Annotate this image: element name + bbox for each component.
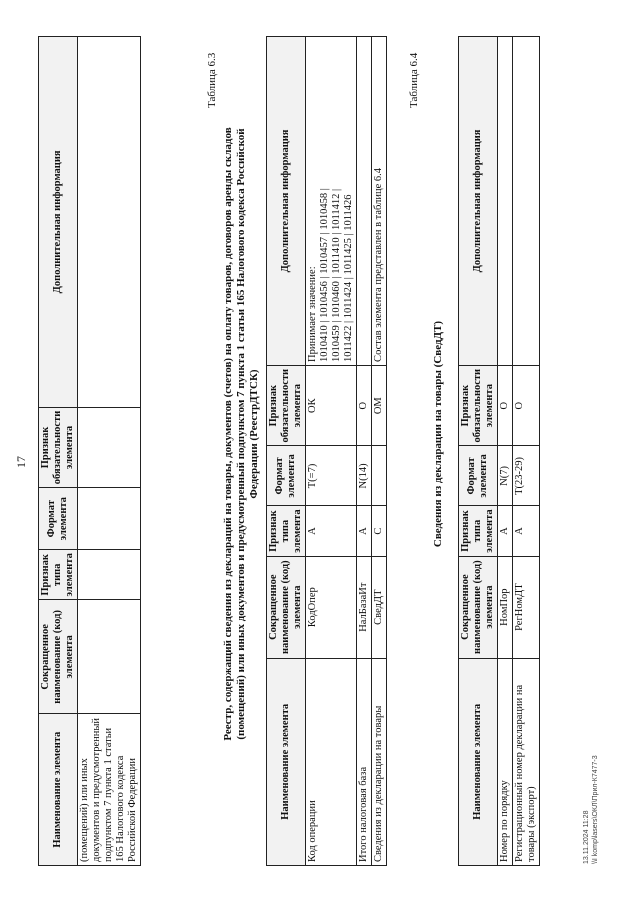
header-name: Наименование элемента xyxy=(459,658,498,865)
table-row xyxy=(357,37,372,866)
header-code: Сокращенное наименование (код) элемента xyxy=(267,556,306,658)
cell-extra: Состав элемента представлен в таблице 6.4 xyxy=(372,37,387,366)
table-header-row xyxy=(39,37,78,866)
table-row xyxy=(78,37,141,866)
cell-name: Код операции xyxy=(306,658,357,865)
header-mandatory: Признак обязательности элемента xyxy=(39,407,78,488)
header-mandatory: Признак обязательности элемента xyxy=(459,365,498,446)
cell-mandatory: ОМ xyxy=(372,365,387,446)
header-type: Признак типа элемента xyxy=(267,506,306,556)
cell-mandatory: О xyxy=(357,365,372,446)
table-row xyxy=(498,37,513,866)
stamp-path: \\I komp\lasers\ОКЛ\Прил-К7477-3 xyxy=(592,755,599,864)
cell-type: С xyxy=(372,506,387,556)
cell-mandatory: О xyxy=(513,365,540,446)
page-number: 17 xyxy=(14,456,28,468)
table-continuation xyxy=(38,36,141,866)
cell-extra xyxy=(498,37,513,366)
table-label-6-3: Таблица 6.3 xyxy=(206,52,218,108)
cell-mandatory: О xyxy=(498,365,513,446)
header-format: Формат элемента xyxy=(267,446,306,506)
cell-type: А xyxy=(498,506,513,556)
header-name: Наименование элемента xyxy=(267,658,306,865)
cell-format: T(23-29) xyxy=(513,446,540,506)
cell-code: СведДТ xyxy=(372,556,387,658)
table-6-4 xyxy=(458,36,540,866)
table-6-3 xyxy=(266,36,387,866)
cell-name: Сведения из декларации на товары xyxy=(372,658,387,865)
cell-mandatory: ОК xyxy=(306,365,357,446)
header-format: Формат элемента xyxy=(459,446,498,506)
cell-type: А xyxy=(513,506,540,556)
cell-extra xyxy=(513,37,540,366)
header-code: Сокращенное наименование (код) элемента xyxy=(459,556,498,658)
cell-name: Регистрационный номер декларации на товары (экспорт) xyxy=(513,658,540,865)
table-title-6-3: Реестр, содержащий сведения из деклараций на товары, документов (счетов) на оплату товаров, договоров аренды складов (помещений) или иных документов и предусмотренный подпунктом 7 пункта 1 статьи 165 Налогового кодекса Российской Федерации (РеестрДТСК) xyxy=(222,127,260,741)
extra-line: 1011422 | 1011424 | 1011425 | 1011426 xyxy=(343,194,354,362)
header-extra: Дополнительная информация xyxy=(267,37,306,366)
header-format: Формат элемента xyxy=(39,488,78,550)
cell-extra xyxy=(306,37,357,366)
extra-line: Принимает значение: xyxy=(307,266,318,362)
cell-extra xyxy=(357,37,372,366)
table-row xyxy=(513,37,540,866)
cell-format: T(=7) xyxy=(306,446,357,506)
header-mandatory: Признак обязательности элемента xyxy=(267,365,306,446)
cell-code: РегНомДТ xyxy=(513,556,540,658)
print-stamp xyxy=(582,755,600,864)
cell-code: НомПор xyxy=(498,556,513,658)
table-row xyxy=(372,37,387,866)
cell-name: Номер по порядку xyxy=(498,658,513,865)
header-code: Сокращенное наименование (код) элемента xyxy=(39,600,78,714)
header-type: Признак типа элемента xyxy=(459,506,498,556)
cell-code: НалБазаИт xyxy=(357,556,372,658)
cell-name: Итого налоговая база xyxy=(357,658,372,865)
cell-format xyxy=(372,446,387,506)
header-type: Признак типа элемента xyxy=(39,550,78,600)
cell-format: N(14) xyxy=(357,446,372,506)
table-row xyxy=(306,37,357,866)
cell-type: А xyxy=(306,506,357,556)
header-extra: Дополнительная информация xyxy=(459,37,498,366)
cell-format: N(7) xyxy=(498,446,513,506)
extra-line: 1010410 | 1010456 | 1010457 | 1010458 | xyxy=(319,188,330,362)
extra-line: 1010459 | 1010460 | 1011410 | 1011412 | xyxy=(331,188,342,362)
table-header-row xyxy=(267,37,306,866)
cell-code: КодОпер xyxy=(306,556,357,658)
table-title-6-4: Сведения из декларации на товары (СведДТ) xyxy=(432,320,444,548)
stamp-date: 13.11.2024 11:28 xyxy=(583,810,590,864)
header-extra: Дополнительная информация xyxy=(39,37,78,408)
cell-type: А xyxy=(357,506,372,556)
cell-name: (помещений) или иных документов и предусмотренный подпунктом 7 пункта 1 статьи 165 Налогового кодекса Российской Федерации xyxy=(78,714,141,866)
table-header-row xyxy=(459,37,498,866)
table-label-6-4: Таблица 6.4 xyxy=(408,52,420,108)
header-name: Наименование элемента xyxy=(39,714,78,866)
